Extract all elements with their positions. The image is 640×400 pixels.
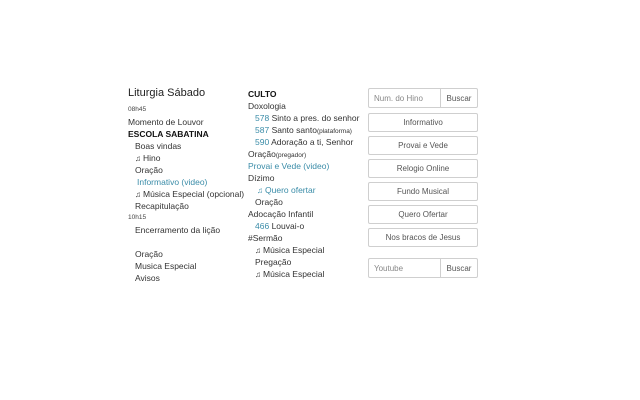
hymn-466[interactable] bbox=[248, 220, 363, 232]
nos-bracos-jesus-button[interactable]: Nos bracos de Jesus bbox=[368, 228, 478, 247]
culto-column bbox=[248, 86, 363, 280]
musica-especial-opcional-label: Música Especial (opcional) bbox=[143, 189, 245, 199]
oracao: Oração bbox=[255, 197, 283, 207]
quero-ofertar-button[interactable]: Quero Ofertar bbox=[368, 205, 478, 224]
hymn-text: Adoração a ti, Senhor bbox=[271, 137, 354, 147]
hino-search-button[interactable]: Buscar bbox=[440, 89, 477, 107]
provai-video-link[interactable]: Provai e Vede (video) bbox=[248, 161, 330, 171]
encerramento-licao: Encerramento da lição bbox=[135, 225, 221, 235]
doxologia: Doxologia bbox=[248, 101, 286, 111]
oracao-pregador-sub: (pregador) bbox=[275, 152, 307, 159]
culto-heading: CULTO bbox=[248, 89, 277, 99]
youtube-search-input[interactable] bbox=[369, 259, 440, 277]
informativo-video-link[interactable] bbox=[128, 176, 243, 188]
hymn-sub: (plataforma) bbox=[316, 128, 352, 135]
hino-label: Hino bbox=[143, 153, 161, 163]
oracao-pregador bbox=[248, 148, 363, 160]
music-note-icon: ♫ bbox=[255, 246, 261, 255]
provai-vede-button[interactable]: Provai e Vede bbox=[368, 136, 478, 155]
music-note-icon: ♫ bbox=[135, 190, 141, 199]
adoracao-infantil: Adocação Infantil bbox=[248, 209, 314, 219]
musica-especial-label: Música Especial bbox=[263, 245, 325, 255]
youtube-search-group bbox=[368, 258, 478, 278]
hymn-587[interactable] bbox=[248, 124, 363, 136]
hymn-number[interactable]: 466 bbox=[255, 221, 270, 231]
music-note-icon: ♫ bbox=[135, 154, 141, 163]
gap bbox=[368, 251, 478, 258]
hymn-578[interactable] bbox=[248, 112, 363, 124]
hino-number-input[interactable] bbox=[369, 89, 440, 107]
quero-ofertar-link[interactable] bbox=[248, 184, 363, 196]
relogio-online-button[interactable]: Relogio Online bbox=[368, 159, 478, 178]
escola-sabatina-heading: ESCOLA SABATINA bbox=[128, 129, 209, 139]
dizimo: Dízimo bbox=[248, 173, 275, 183]
fundo-musical-button[interactable]: Fundo Musical bbox=[368, 182, 478, 201]
hino-item bbox=[128, 152, 243, 164]
oracao-2: Oração bbox=[135, 249, 163, 259]
liturgia-title: Liturgia Sábado bbox=[128, 87, 206, 99]
hymn-text: Sinto a pres. do senhor bbox=[271, 113, 360, 123]
informativo-button[interactable]: Informativo bbox=[368, 113, 478, 132]
informativo-video-label[interactable]: Informativo (video) bbox=[137, 177, 208, 187]
pregacao: Pregação bbox=[255, 257, 292, 267]
music-note-icon: ♫ bbox=[257, 186, 263, 195]
hymn-number[interactable]: 590 bbox=[255, 137, 270, 147]
hymn-number[interactable]: 587 bbox=[255, 125, 270, 135]
musica-especial-1 bbox=[248, 244, 363, 256]
musica-especial-label: Música Especial bbox=[263, 269, 325, 279]
recapitulacao: Recapitulação bbox=[135, 201, 189, 211]
hymn-590[interactable] bbox=[248, 136, 363, 148]
sermao: #Sermão bbox=[248, 233, 283, 243]
music-note-icon: ♫ bbox=[255, 270, 261, 279]
spacer bbox=[128, 236, 243, 248]
oracao-pregador-label: Oração bbox=[248, 149, 276, 159]
hymn-text: Louvai-o bbox=[271, 221, 305, 231]
hino-search-group bbox=[368, 88, 478, 108]
time-0845: 08h45 bbox=[128, 106, 147, 113]
musica-especial: Musica Especial bbox=[135, 261, 197, 271]
time-1015: 10h15 bbox=[128, 214, 147, 221]
hymn-number[interactable]: 578 bbox=[255, 113, 270, 123]
liturgia-column bbox=[128, 86, 243, 284]
avisos: Avisos bbox=[135, 273, 160, 283]
quero-ofertar-label[interactable]: Quero ofertar bbox=[265, 185, 316, 195]
momento-louvor: Momento de Louvor bbox=[128, 117, 204, 127]
oracao-1: Oração bbox=[135, 165, 163, 175]
hymn-text: Santo santo bbox=[271, 125, 317, 135]
boas-vindas: Boas vindas bbox=[135, 141, 182, 151]
musica-especial-2 bbox=[248, 268, 363, 280]
youtube-search-button[interactable]: Buscar bbox=[440, 259, 477, 277]
controls-column bbox=[368, 88, 478, 278]
musica-especial-opcional-item bbox=[128, 188, 243, 200]
